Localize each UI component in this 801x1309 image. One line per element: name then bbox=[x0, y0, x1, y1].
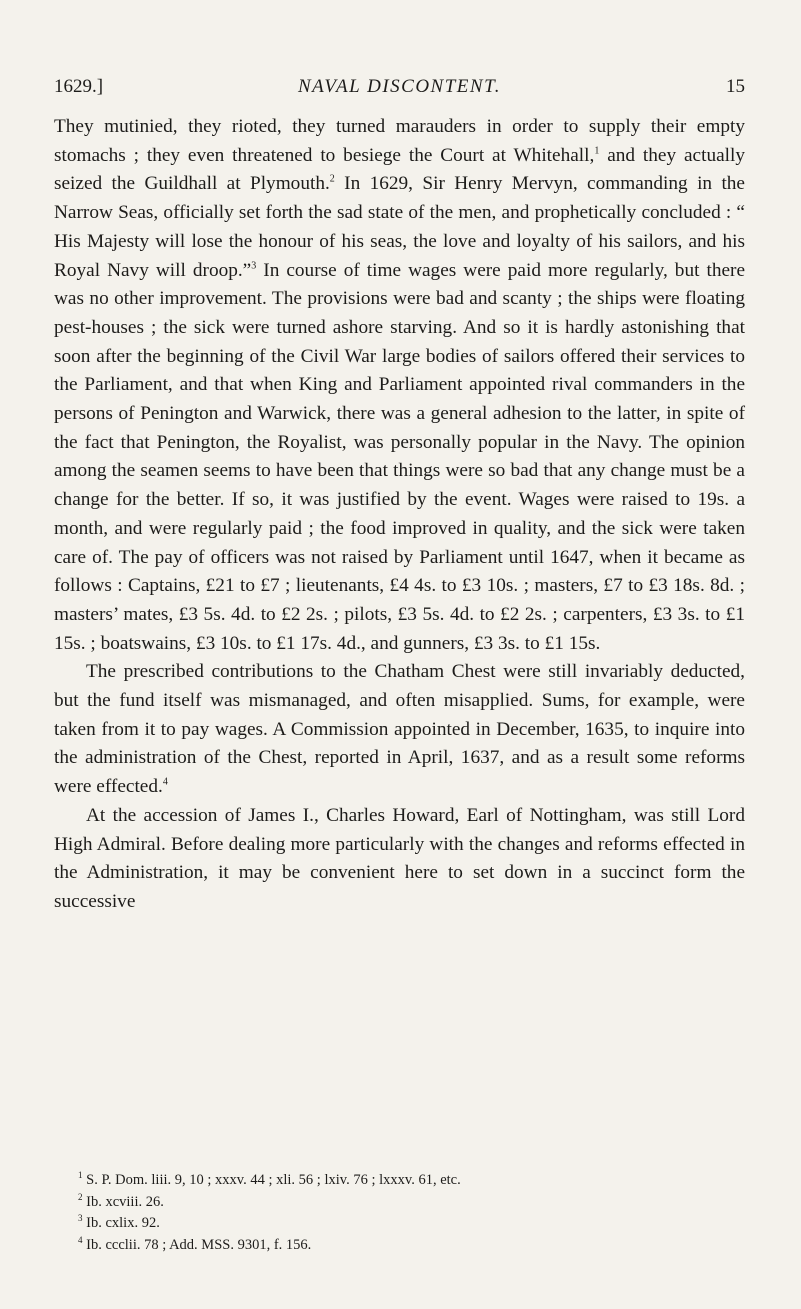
paragraph-text: and they actually seized the Guildhall at Plymouth. bbox=[54, 144, 745, 195]
running-head-year: 1629.] bbox=[54, 76, 104, 97]
footnote-text: S. P. Dom. liii. 9, 10 ; xxxv. 44 ; xli. 56 ; lxiv. 76 ; lxxxv. 61, etc. bbox=[82, 1172, 461, 1188]
footnote-number: 3 bbox=[78, 1213, 83, 1224]
footnote-marker: 2 bbox=[329, 173, 335, 185]
paragraph bbox=[54, 658, 745, 802]
footnote bbox=[78, 1213, 738, 1235]
paragraph bbox=[54, 113, 745, 658]
body-text bbox=[54, 113, 745, 917]
footnote-number: 4 bbox=[78, 1234, 83, 1245]
footnote bbox=[78, 1170, 738, 1192]
paragraph-text: In course of time wages were paid more regularly, but there was no other improvement. The provisions were bad and scanty ; the ships were floating pest-houses ; the sick were turned ashore starving. And so it is hardly astonishing that soon after the beginning of the Civil War large bodies of sailors offered their services to the Parliament, and that when King and Parliament appointed rival commanders in the persons of Penington and Warwick, there was a general adhesion to the latter, in spite of the fact that Penington, the Royalist, was personally popular in the Navy. The opinion among the seamen seems to have been that things were so bad that any change must be a change for the better. If so, it was justified by the event. Wages were raised to 19s. a month, and were regularly paid ; the food improved in quality, and the sick were taken care of. The pay of officers was not raised by Parliament until 1647, when it became as follows : Captains, £21 to £7 ; lieutenants, £4 4s. to £3 10s. ; masters, £7 to £3 18s. 8d. ; masters’ mates, £3 5s. 4d. to £2 2s. ; pilots, £3 5s. 4d. to £2 2s. ; carpenters, £3 3s. to £1 15s. ; boatswains, £3 10s. to £1 17s. 4d., and gunners, £3 3s. to £1 15s. bbox=[54, 259, 746, 654]
running-head bbox=[54, 76, 745, 106]
footnote bbox=[78, 1192, 738, 1214]
paragraph-text: The prescribed contributions to the Chatham Chest were still invariably deducted, but the fund itself was mismanaged, and often misapplied. Sums, for example, were taken from it to pay wages. A Commission appointed in December, 1635, to inquire into the administration of the Chest, reported in April, 1637, and as a result some reforms were effected. bbox=[54, 661, 745, 798]
footnote-marker: 1 bbox=[594, 145, 600, 157]
footnotes bbox=[78, 1170, 738, 1256]
paragraph bbox=[54, 802, 745, 917]
running-head-title: NAVAL DISCONTENT. bbox=[298, 76, 501, 97]
footnote-marker: 4 bbox=[162, 776, 168, 788]
footnote-text: Ib. ccclii. 78 ; Add. MSS. 9301, f. 156. bbox=[82, 1236, 312, 1253]
paragraph-text: They mutinied, they rioted, they turned marauders in order to supply their empty stomachs ; they even threatened to besiege the Court at Whitehall, bbox=[54, 116, 745, 166]
footnote-text: Ib. cxlix. 92. bbox=[82, 1215, 160, 1231]
footnote-number: 1 bbox=[78, 1170, 83, 1181]
paragraph-text: In 1629, Sir Henry Mervyn, commanding in the Narrow Seas, officially set forth the sad state of the men, and prophetically concluded : “ His Majesty will lose the honour of his seas, the love and loyalty of his sailors, and his Royal Navy will droop.” bbox=[54, 173, 745, 281]
footnote bbox=[78, 1235, 738, 1257]
paragraph-text: At the accession of James I., Charles Howard, Earl of Nottingham, was still Lord High Admiral. Before dealing more particularly with the changes and reforms effected in the Administration, it may be convenient here to set down in a succinct form the successive bbox=[54, 804, 745, 912]
page-number: 15 bbox=[726, 76, 745, 97]
footnote-text: Ib. xcviii. 26. bbox=[82, 1193, 164, 1210]
footnote-number: 2 bbox=[78, 1191, 83, 1202]
footnote-marker: 3 bbox=[251, 260, 257, 272]
